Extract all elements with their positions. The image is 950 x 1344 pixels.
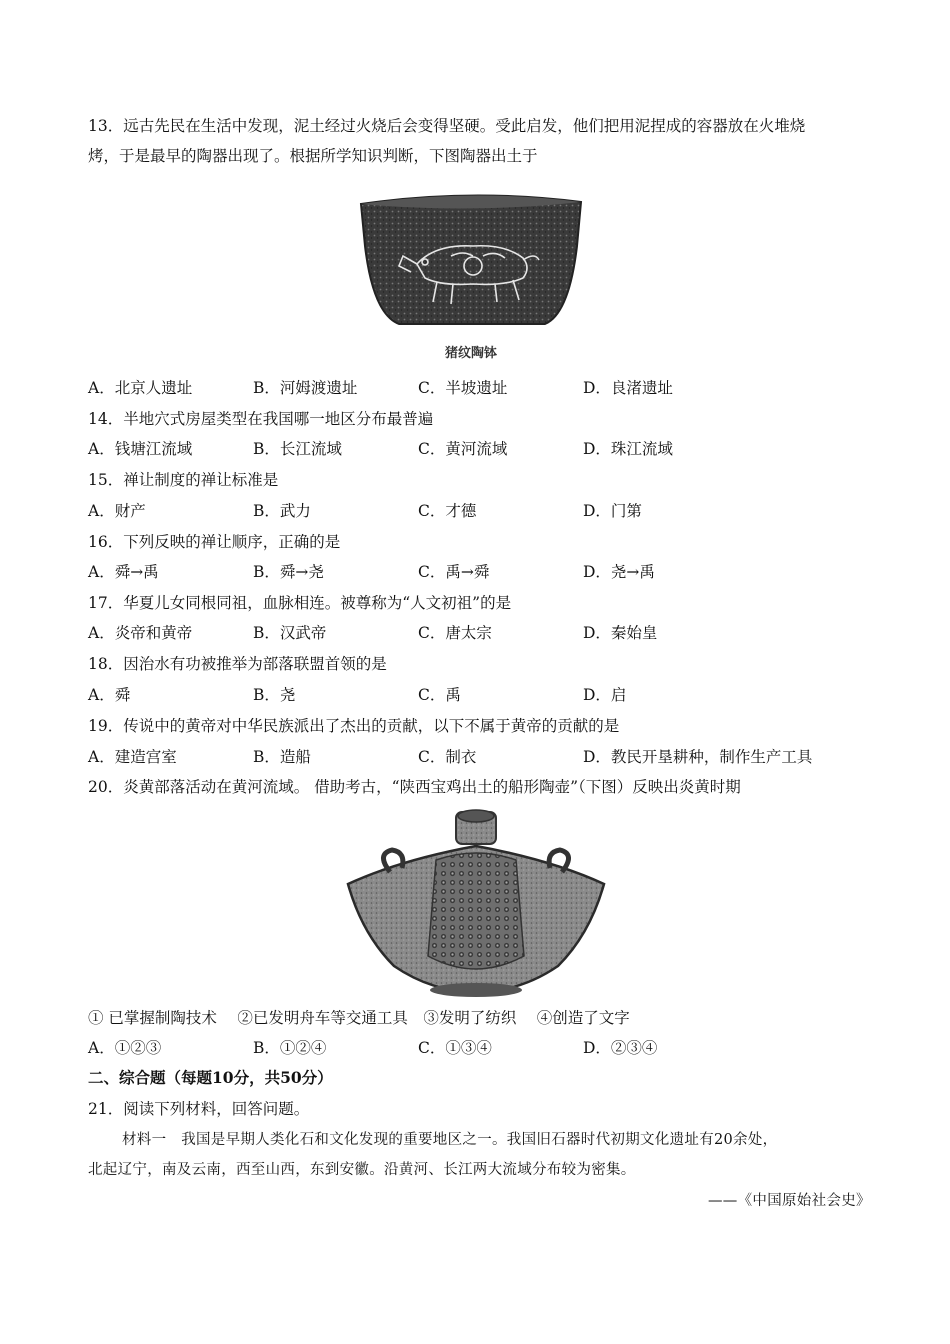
q14-text: 14．半地穴式房屋类型在我国哪一地区分布最普遍 [88,410,434,428]
q21-material-line2: 北起辽宁，南及云南，西至山西，东到安徽。沿黄河、长江两大流域分布较为密集。 [88,1162,636,1178]
q15-option-d[interactable]: D．门第 [583,502,642,520]
q18-option-b[interactable]: B．尧 [253,686,296,704]
q13-figure-caption: 猪纹陶钵 [445,346,498,361]
q16-option-b[interactable]: B．舜→尧 [253,563,324,581]
q21-source: ——《中国原始社会史》 [708,1193,871,1209]
q18-option-d[interactable]: D．启 [583,686,627,704]
section2-title: 二、综合题（每题10分，共50分） [88,1068,333,1087]
q17-text: 17．华夏儿女同根同祖，血脉相连。被尊称为“人文初祖”的是 [88,594,512,612]
q17-option-a[interactable]: A．炎帝和黄帝 [88,624,193,642]
q18-text: 18．因治水有功被推举为部落联盟首领的是 [88,655,387,673]
q19-option-b[interactable]: B．造船 [253,748,311,766]
boat-shaped-pottery-jar-image [340,806,612,1002]
q20-option-c[interactable]: C．①③④ [418,1039,492,1057]
q19-option-a[interactable]: A．建造宫室 [88,748,177,766]
q14-option-a[interactable]: A．钱塘江流域 [88,440,193,458]
q16-text: 16．下列反映的禅让顺序，正确的是 [88,533,341,551]
q20-option-b[interactable]: B．①②④ [253,1039,327,1057]
q18-option-c[interactable]: C．禹 [418,686,461,704]
q14-option-b[interactable]: B．长江流域 [253,440,342,458]
q16-option-c[interactable]: C．禹→舜 [418,563,490,581]
q19-text: 19．传说中的黄帝对中华民族派出了杰出的贡献，以下不属于黄帝的贡献的是 [88,717,620,735]
q16-option-a[interactable]: A．舜→禹 [88,563,159,581]
q13-text-line2: 烤，于是最早的陶器出现了。根据所学知识判断，下图陶器出土于 [88,147,538,165]
q15-option-c[interactable]: C．才德 [418,502,477,520]
q13-option-a[interactable]: A．北京人遗址 [88,379,193,397]
q20-text: 20．炎黄部落活动在黄河流域。 借助考古，“陕西宝鸡出土的船形陶壶”（下图）反映出炎黄时期 [88,778,741,796]
q15-text: 15．禅让制度的禅让标准是 [88,471,279,489]
q13-option-c[interactable]: C．半坡遗址 [418,379,508,397]
q18-option-a[interactable]: A．舜 [88,686,131,704]
q20-option-d[interactable]: D．②③④ [583,1039,658,1057]
q20-statements: ① 已掌握制陶技术 ②已发明舟车等交通工具 ③发明了纺织 ④创造了文字 [88,1009,630,1027]
q19-option-c[interactable]: C．制衣 [418,748,477,766]
q15-option-b[interactable]: B．武力 [253,502,311,520]
q21-text: 21．阅读下列材料，回答问题。 [88,1100,310,1118]
q14-option-d[interactable]: D．珠江流域 [583,440,673,458]
q13-option-d[interactable]: D．良渚遗址 [583,379,673,397]
q16-option-d[interactable]: D．尧→禹 [583,563,655,581]
pig-pattern-pottery-image [355,186,587,332]
q15-option-a[interactable]: A．财产 [88,502,146,520]
q17-option-b[interactable]: B．汉武帝 [253,624,327,642]
q17-option-d[interactable]: D．秦始皇 [583,624,658,642]
q19-option-d[interactable]: D．教民开垦耕种，制作生产工具 [583,748,813,766]
q21-material-line1: 材料一 我国是早期人类化石和文化发现的重要地区之一。我国旧石器时代初期文化遗址有20余处， [122,1132,778,1148]
q13-option-b[interactable]: B．河姆渡遗址 [253,379,358,397]
q17-option-c[interactable]: C．唐太宗 [418,624,492,642]
q13-text-line1: 13．远古先民在生活中发现，泥土经过火烧后会变得坚硬。受此启发，他们把用泥捏成的容器放在火堆烧 [88,117,806,135]
q20-option-a[interactable]: A．①②③ [88,1039,162,1057]
q14-option-c[interactable]: C．黄河流域 [418,440,508,458]
